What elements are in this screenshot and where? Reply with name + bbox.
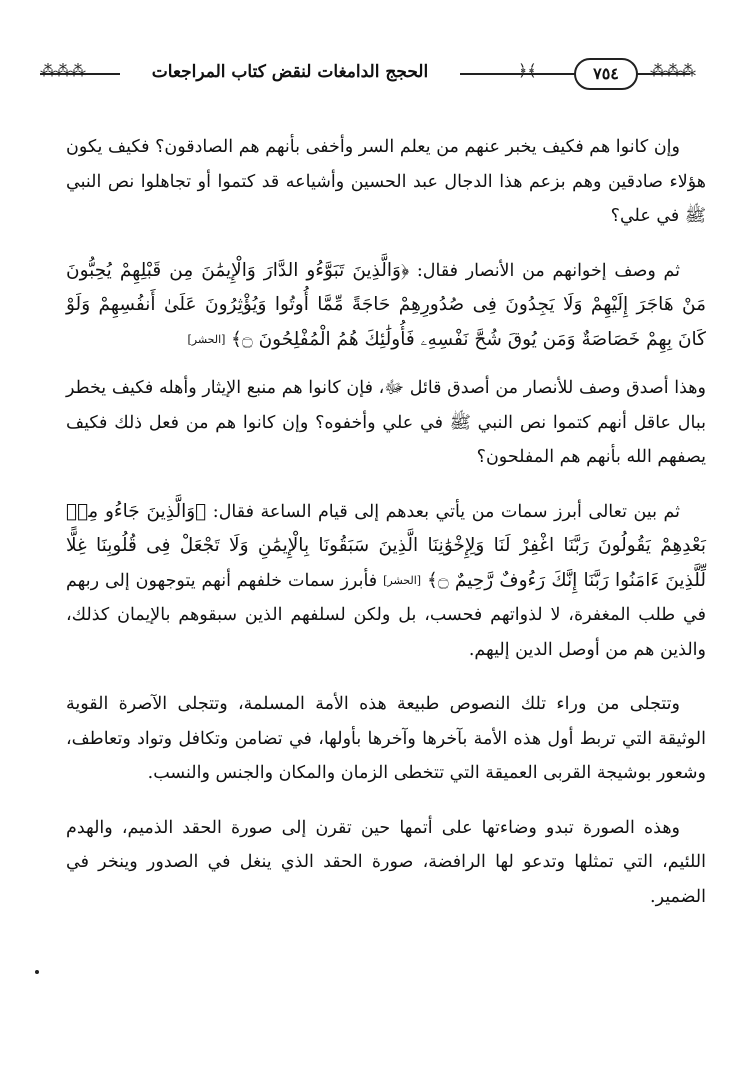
paragraph-tail: فأبرز سمات خلفهم أنهم يتوجهون إلى ربهم في طلب المغفرة، لا لذواتهم فحسب، بل ولكن لسلفهم الذين سبقوهم بالإيمان كذلك، والذين هم من أوصل الدين إليهم. (66, 570, 706, 660)
paragraph-3 (66, 371, 706, 475)
paragraph-text: وهذه الصورة تبدو وضاءتها على أتمها حين تقرن إلى صورة الحقد الذميم، والهدم اللئيم، التي تمثلها وتدعو لها الرافضة، صورة الحقد الذي ينغل في الصدور وينخر في الضمير. (66, 817, 706, 907)
header-ornament-right-icon: ⁂⁂⁂ (650, 61, 695, 80)
paragraph-1 (66, 130, 706, 234)
paragraph-text: وهذا أصدق وصف للأنصار من أصدق قائل ﷻ، فإن كانوا هم منبع الإيثار وأهله فكيف يخطر ببال عاقل أنهم كتموا نص النبي ﷺ في علي وأخفوه؟ وإن كانوا هم من فعل ذلك فكيف يصفهم الله بأنهم هم المفلحون؟ (66, 378, 706, 467)
running-title: الحجج الدامغات لنقض كتاب المراجعات (120, 60, 460, 84)
paragraph-text: وإن كانوا هم فكيف يخبر عنهم من يعلم السر وأخفى بأنهم هم الصادقون؟ فكيف يكون هؤلاء صادقين وهم بزعم هذا الدجال عبد الحسين وأشياعه قد كتموا أو تجاهلوا نص النبي ﷺ في علي؟ (66, 137, 706, 226)
paragraph-2 (66, 254, 706, 358)
header-ornament-left-icon: ⁂⁂⁂ (40, 61, 85, 80)
paragraph-lead: ثم وصف إخوانهم من الأنصار فقال: (416, 260, 680, 281)
paragraph-6 (66, 811, 706, 915)
surah-reference: [الحشر] (383, 573, 422, 587)
header-ornament-mid-icon: ﴿﴾ (518, 61, 537, 80)
paragraph-text: وتتجلى من وراء تلك النصوص طبيعة هذه الأمة المسلمة، وتتجلى الآصرة القوية الوثيقة التي تربط أول هذه الأمة بآخرها وآخرها بأولها، في تضامن وتكافل وتواد وتعاطف، وشعور بوشيجة القربى العميقة التي تتخطى الزمان والمكان والجنس والنسب. (66, 694, 706, 783)
paragraph-4 (66, 495, 706, 668)
page-number: ٧٥٤ (574, 58, 638, 90)
quran-verse: ﴿وَالَّذِينَ تَبَوَّءُو الدَّارَ وَالْإِيمَٰنَ مِن قَبْلِهِمْ يُحِبُّونَ مَنْ هَاجَرَ إِلَيْهِمْ وَلَا يَجِدُونَ فِى صُدُورِهِمْ حَاجَةً مِّمَّا أُوتُوا وَيُؤْثِرُونَ عَلَىٰ أَنفُسِهِمْ وَلَوْ كَانَ بِهِمْ خَصَاصَةٌ وَمَن يُوقَ شُحَّ نَفْسِهِۦ فَأُولَٰئِكَ هُمُ الْمُفْلِحُونَ ۝﴾ (66, 259, 706, 350)
page-body (66, 130, 706, 934)
quran-verse: ﴿وَالَّذِينَ جَاءُو مِنۢ بَعْدِهِمْ يَقُولُونَ رَبَّنَا اغْفِرْ لَنَا وَلِإِخْوَٰنِنَا الَّذِينَ سَبَقُونَا بِالْإِيمَٰنِ وَلَا تَجْعَلْ فِى قُلُوبِنَا غِلًّا لِّلَّذِينَ ءَامَنُوا رَبَّنَا إِنَّكَ رَءُوفٌ رَّحِيمٌ ۝﴾ (66, 500, 706, 591)
margin-dot (35, 970, 39, 974)
paragraph-lead: ثم بين تعالى أبرز سمات من يأتي بعدهم إلى قيام الساعة فقال: (212, 501, 680, 522)
paragraph-5 (66, 687, 706, 791)
surah-reference: [الحشر] (187, 332, 226, 346)
